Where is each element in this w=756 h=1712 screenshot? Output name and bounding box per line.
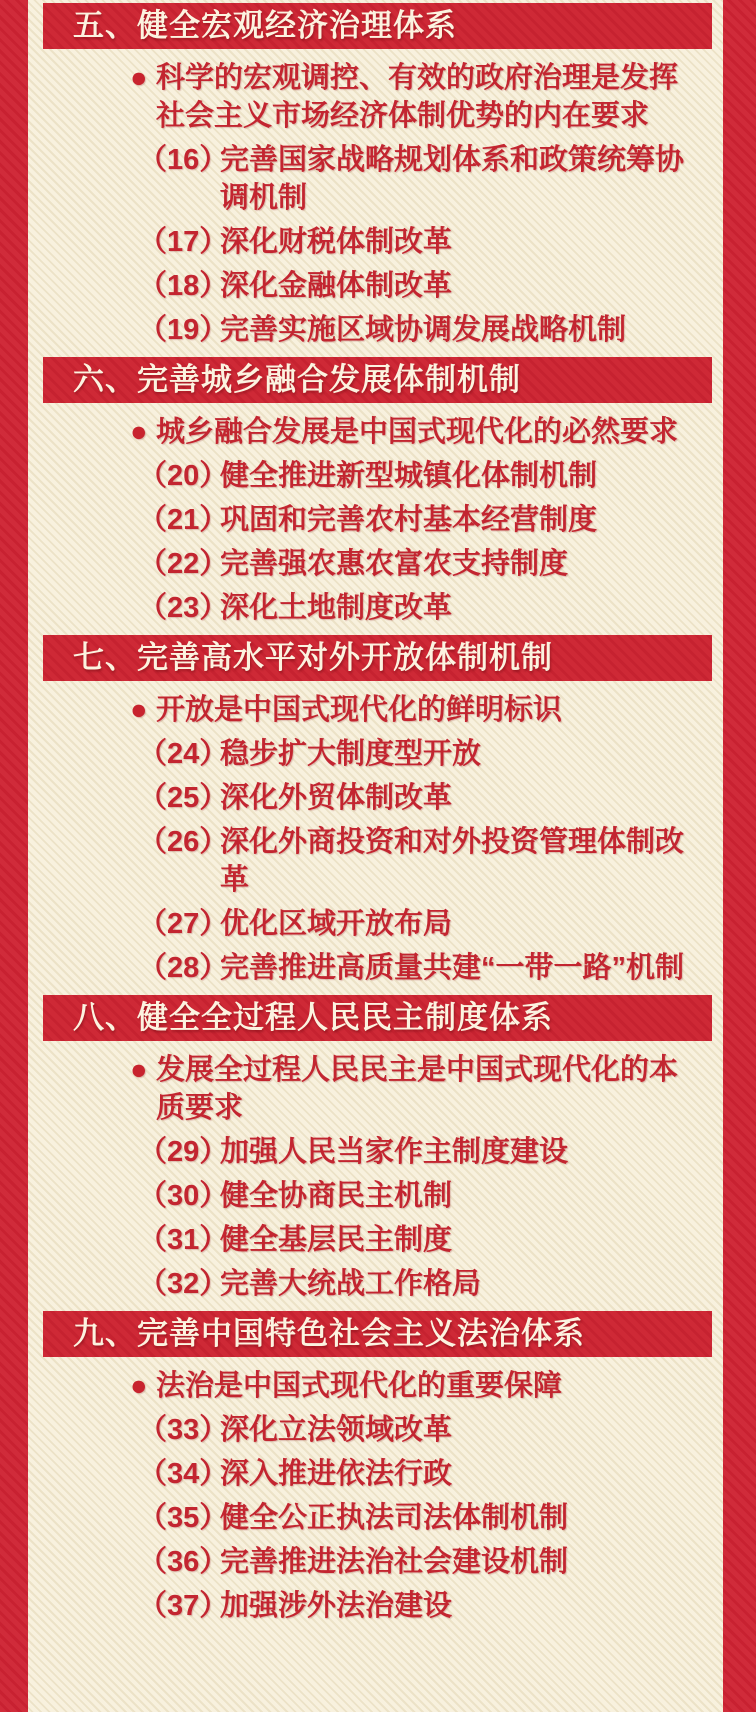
list-item [28,1221,723,1259]
list-item [28,1265,723,1303]
lead-bullet-text: 科学的宏观调控、有效的政府治理是发挥社会主义市场经济体制优势的内在要求 [156,62,679,132]
list-item [28,545,723,583]
item-number: （27） [138,908,229,940]
item-text: 健全基层民主制度 [220,1224,453,1256]
item-text: 完善国家战略规划体系和政策统筹协调机制 [220,144,685,214]
right-red-border [723,0,756,1712]
section-6-lead-bullet [28,413,723,451]
item-number: （19） [138,314,229,346]
item-number: （22） [138,548,229,580]
list-item [28,1543,723,1581]
section-9 [28,1311,723,1625]
item-number: （33） [138,1414,229,1446]
item-text: 健全公正执法司法体制机制 [220,1502,569,1534]
section-9-banner [43,1311,712,1357]
item-number: （25） [138,782,229,814]
lead-bullet-text: 法治是中国式现代化的重要保障 [156,1370,563,1402]
list-item [28,905,723,943]
item-text: 加强涉外法治建设 [220,1590,453,1622]
section-7-lead-bullet [28,691,723,729]
item-text: 健全推进新型城镇化体制机制 [220,460,598,492]
section-8-title: 八、健全全过程人民民主制度体系 [73,1000,553,1035]
list-item [28,589,723,627]
bullet-dot-icon: ● [130,416,148,448]
item-text: 完善大统战工作格局 [220,1268,482,1300]
list-item [28,223,723,261]
section-9-title: 九、完善中国特色社会主义法治体系 [73,1316,585,1351]
section-7 [28,635,723,987]
list-item [28,267,723,305]
bullet-dot-icon: ● [130,1054,148,1086]
item-text: 深化金融体制改革 [220,270,453,302]
lead-bullet-text: 城乡融合发展是中国式现代化的必然要求 [156,416,679,448]
list-item [28,501,723,539]
item-number: （23） [138,592,229,624]
item-text: 加强人民当家作主制度建设 [220,1136,569,1168]
list-item [28,1499,723,1537]
section-6 [28,357,723,627]
item-number: （18） [138,270,229,302]
list-item [28,949,723,987]
item-text: 巩固和完善农村基本经营制度 [220,504,598,536]
list-item [28,141,723,217]
item-text: 完善推进高质量共建“一带一路”机制 [220,952,685,984]
item-number: （28） [138,952,229,984]
section-5-title: 五、健全宏观经济治理体系 [73,8,457,43]
item-text: 健全协商民主机制 [220,1180,453,1212]
item-text: 稳步扩大制度型开放 [220,738,482,770]
section-7-banner [43,635,712,681]
bullet-dot-icon: ● [130,1370,148,1402]
bullet-dot-icon: ● [130,62,148,94]
item-number: （34） [138,1458,229,1490]
item-text: 优化区域开放布局 [220,908,453,940]
lead-bullet-text: 开放是中国式现代化的鲜明标识 [156,694,563,726]
item-text: 深化外商投资和对外投资管理体制改革 [220,826,685,896]
section-7-title: 七、完善高水平对外开放体制机制 [73,640,553,675]
left-red-border [0,0,28,1712]
item-text: 深化土地制度改革 [220,592,453,624]
list-item [28,457,723,495]
item-number: （16） [138,144,229,176]
item-number: （24） [138,738,229,770]
item-number: （17） [138,226,229,258]
list-item [28,1133,723,1171]
section-5-lead-bullet [28,59,723,135]
list-item [28,735,723,773]
list-item [28,1587,723,1625]
item-number: （21） [138,504,229,536]
item-text: 深化立法领域改革 [220,1414,453,1446]
item-number: （35） [138,1502,229,1534]
section-6-banner [43,357,712,403]
item-text: 完善强农惠农富农支持制度 [220,548,569,580]
section-9-lead-bullet [28,1367,723,1405]
list-item [28,311,723,349]
section-8-lead-bullet [28,1051,723,1127]
item-number: （37） [138,1590,229,1622]
list-item [28,1411,723,1449]
item-number: （30） [138,1180,229,1212]
item-number: （31） [138,1224,229,1256]
item-number: （20） [138,460,229,492]
item-text: 深化财税体制改革 [220,226,453,258]
section-8-banner [43,995,712,1041]
section-5-banner [43,3,712,49]
list-item [28,1455,723,1493]
section-5 [28,3,723,349]
item-number: （32） [138,1268,229,1300]
list-item [28,1177,723,1215]
content-column [28,0,723,1712]
section-6-title: 六、完善城乡融合发展体制机制 [73,362,521,397]
list-item [28,779,723,817]
item-number: （26） [138,826,229,858]
item-text: 深化外贸体制改革 [220,782,453,814]
item-number: （29） [138,1136,229,1168]
item-text: 完善实施区域协调发展战略机制 [220,314,627,346]
list-item [28,823,723,899]
item-number: （36） [138,1546,229,1578]
bullet-dot-icon: ● [130,694,148,726]
item-text: 深入推进依法行政 [220,1458,453,1490]
lead-bullet-text: 发展全过程人民民主是中国式现代化的本质要求 [156,1054,679,1124]
item-text: 完善推进法治社会建设机制 [220,1546,569,1578]
section-8 [28,995,723,1303]
